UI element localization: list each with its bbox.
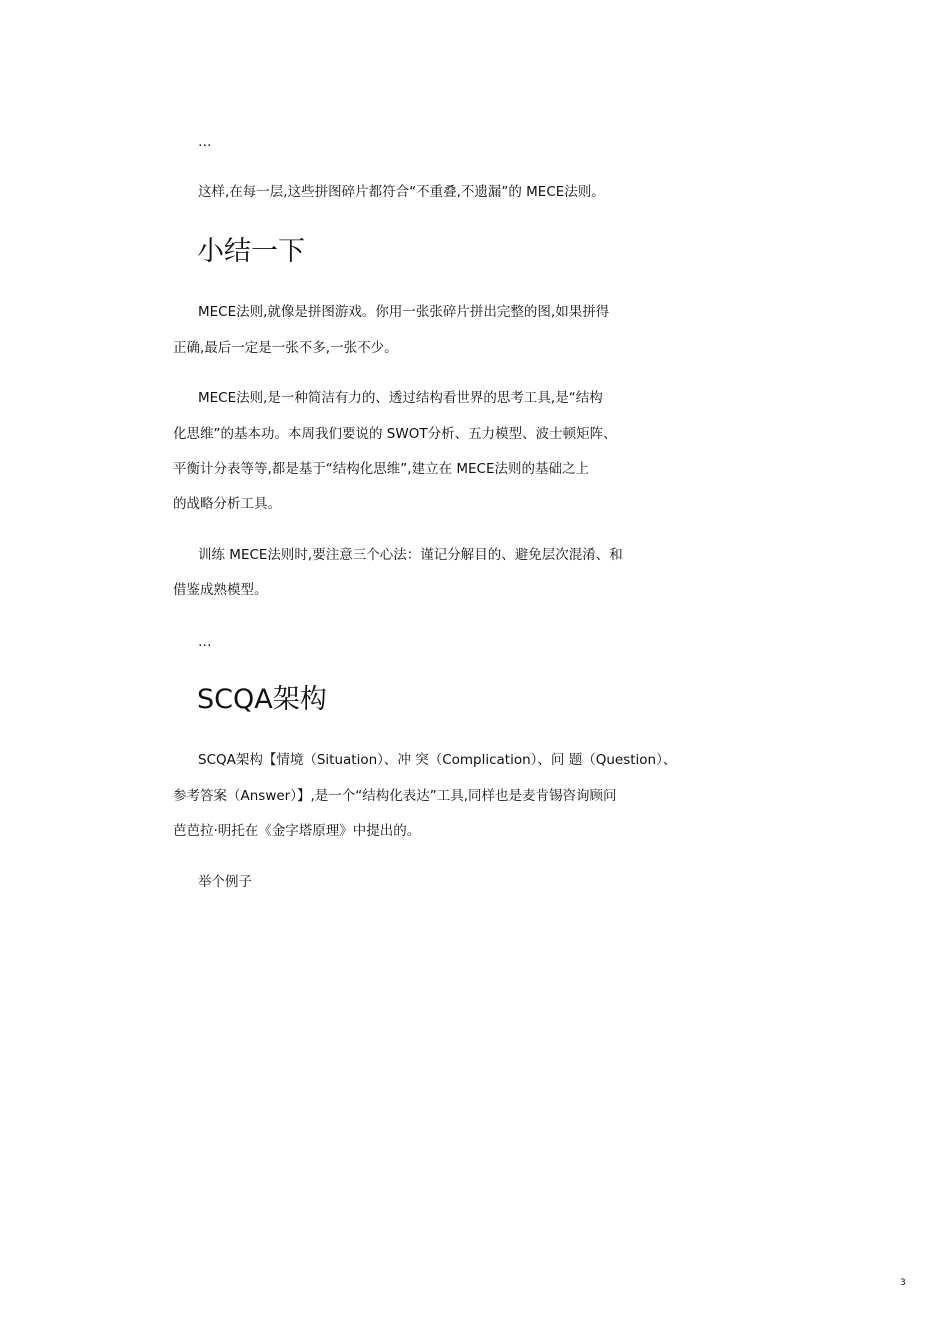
summary-para1-line1: MECE法则,就像是拼图游戏。你用一张张碎片拼出完整的图,如果拼得 [198, 304, 610, 320]
summary-para2-line3: 平衡计分表等等,都是基于“结构化思维”,建立在 MECE法则的基础之上 [173, 461, 589, 477]
summary-heading: 小结一下 [197, 236, 305, 267]
mece-summary-line: 这样,在每一层,这些拼图碎片都符合“不重叠,不遗漏”的 MECE法则。 [198, 184, 605, 200]
summary-para2-line4: 的战略分析工具。 [173, 496, 281, 512]
ellipsis-top: … [198, 134, 212, 150]
scqa-para1-line3: 芭芭拉·明托在《金字塔原理》中提出的。 [173, 823, 421, 839]
summary-para3-line1: 训练 MECE法则时,要注意三个心法：谨记分解目的、避免层次混淆、和 [198, 547, 623, 563]
ellipsis-middle: … [198, 634, 212, 650]
scqa-heading: SCQA架构 [197, 684, 327, 715]
scqa-para1-line1: SCQA架构【情境（Situation）、冲 突（Complication）、问 题（Question）、 [198, 752, 677, 768]
summary-para2-line1: MECE法则,是一种简洁有力的、透过结构看世界的思考工具,是“结构 [198, 390, 603, 406]
summary-para1-line2: 正确,最后一定是一张不多,一张不少。 [173, 340, 398, 356]
summary-para3-line2: 借鉴成熟模型。 [173, 582, 268, 598]
page-number: 3 [900, 1278, 906, 1288]
scqa-para1-line2: 参考答案（Answer）】,是一个“结构化表达”工具,同样也是麦肯锡咨询顾问 [173, 788, 617, 804]
summary-para2-line2: 化思维”的基本功。本周我们要说的 SWOT分析、五力模型、波士顿矩阵、 [173, 426, 617, 442]
example-label: 举个例子 [198, 874, 252, 890]
